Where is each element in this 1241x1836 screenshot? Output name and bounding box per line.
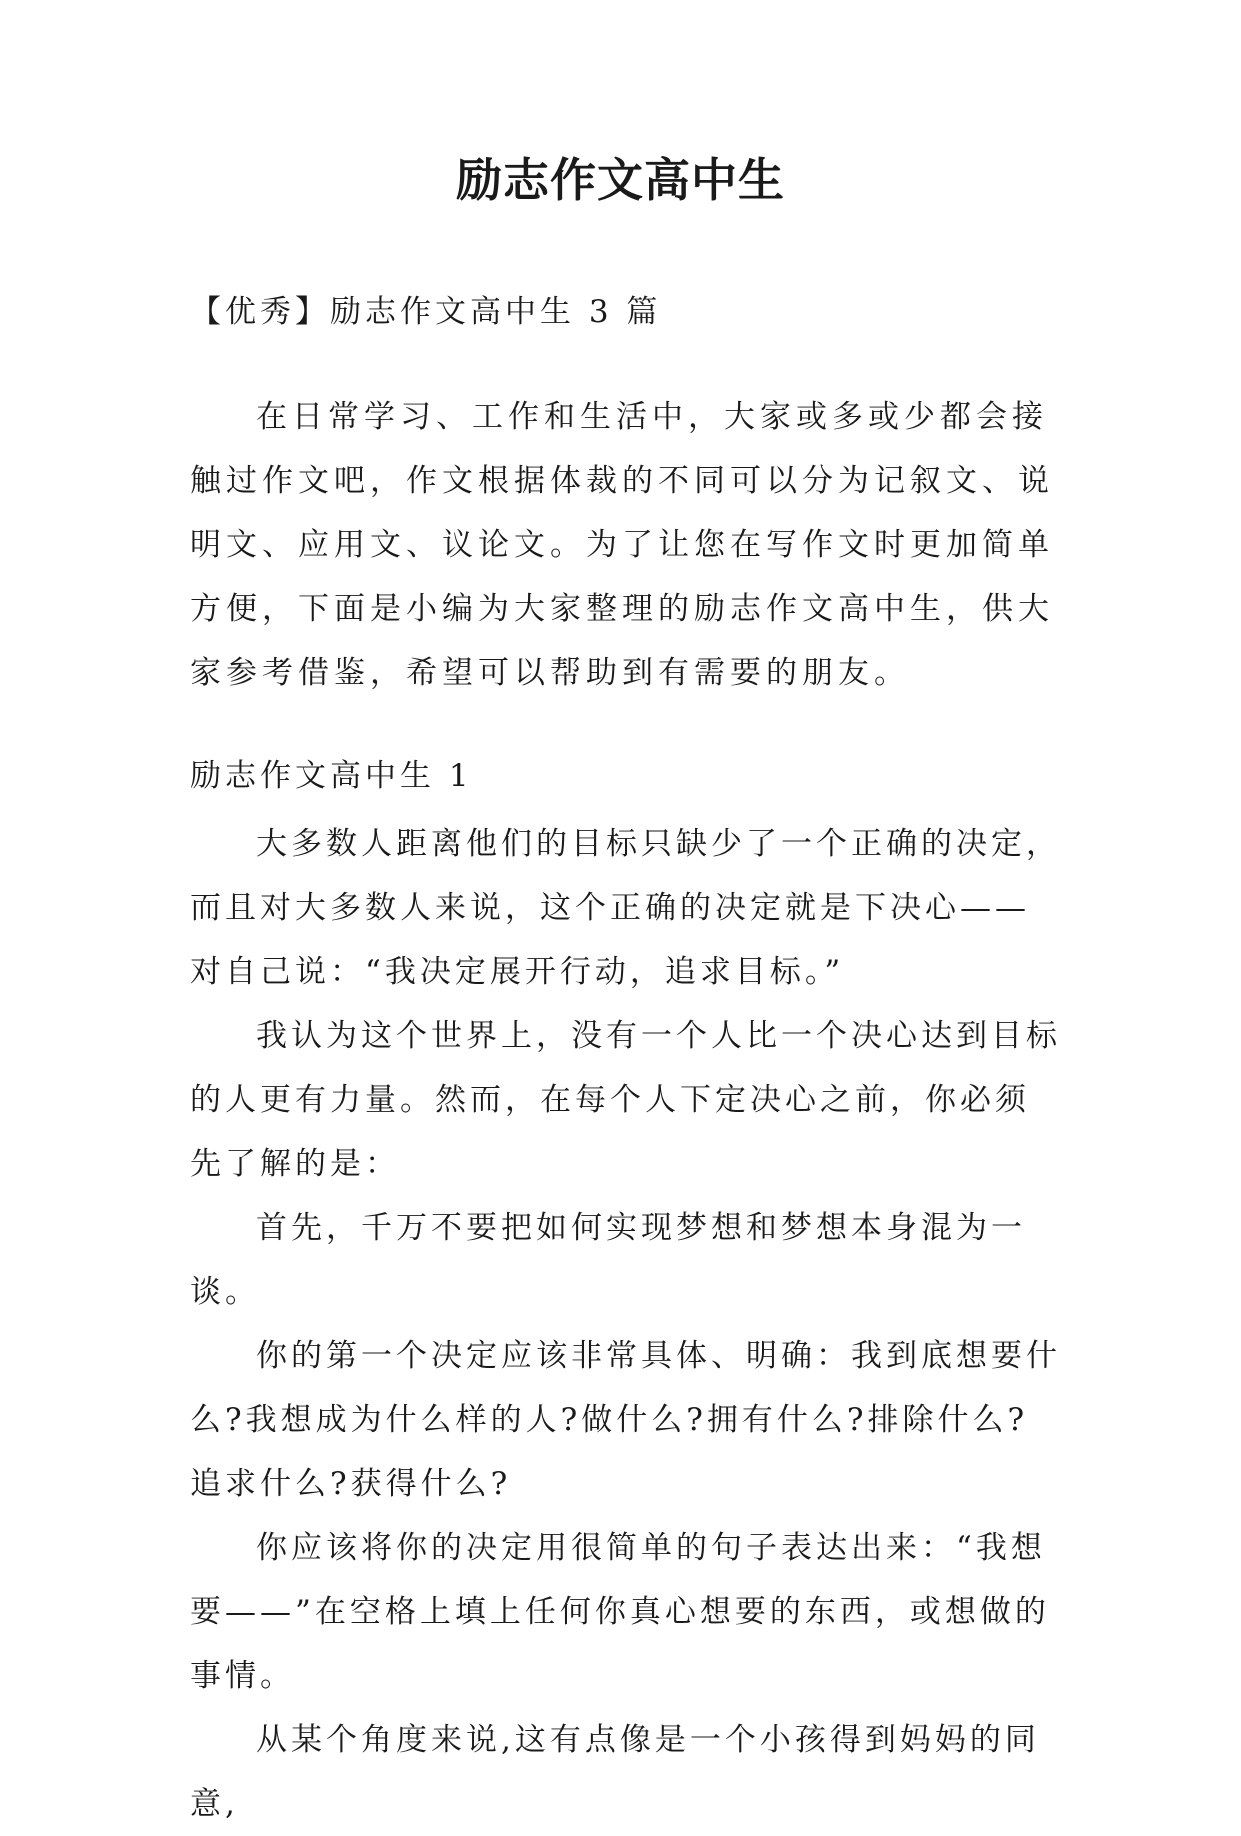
document-subtitle: 【优秀】励志作文高中生 3 篇 [190,294,662,330]
essay-paragraph-3: 首先，千万不要把如何实现梦想和梦想本身混为一谈。 [190,1210,1026,1310]
intro-paragraph: 在日常学习、工作和生活中，大家或多或少都会接触过作文吧，作文根据体裁的不同可以分为记叙文、说明文、应用文、议论文。为了让您在写作文时更加简单方便，下面是小编为大家整理的励志作文高中生，供大家参考借鉴，希望可以帮助到有需要的朋友。 [190,399,1054,691]
section-heading: 励志作文高中生 1 [190,758,473,794]
essay-paragraph-6: 从某个角度来说,这有点像是一个小孩得到妈妈的同意, [190,1722,1040,1822]
essay-paragraph-4: 你的第一个决定应该非常具体、明确：我到底想要什么?我想成为什么样的人?做什么?拥有什么?排除什么?追求什么?获得什么? [190,1338,1061,1502]
essay-paragraph-1: 大多数人距离他们的目标只缺少了一个正确的决定，而且对大多数人来说，这个正确的决定就是下决心——对自己说：“我决定展开行动，追求目标。” [190,826,1061,990]
essay-paragraph-2: 我认为这个世界上，没有一个人比一个决心达到目标的人更有力量。然而，在每个人下定决心之前，你必须先了解的是： [190,1018,1061,1182]
essay-paragraph-5: 你应该将你的决定用很简单的句子表达出来：“我想要——”在空格上填上任何你真心想要的东西，或想做的事情。 [190,1530,1050,1694]
document-title: 励志作文高中生 [456,153,785,207]
essay-body [190,812,1062,1836]
